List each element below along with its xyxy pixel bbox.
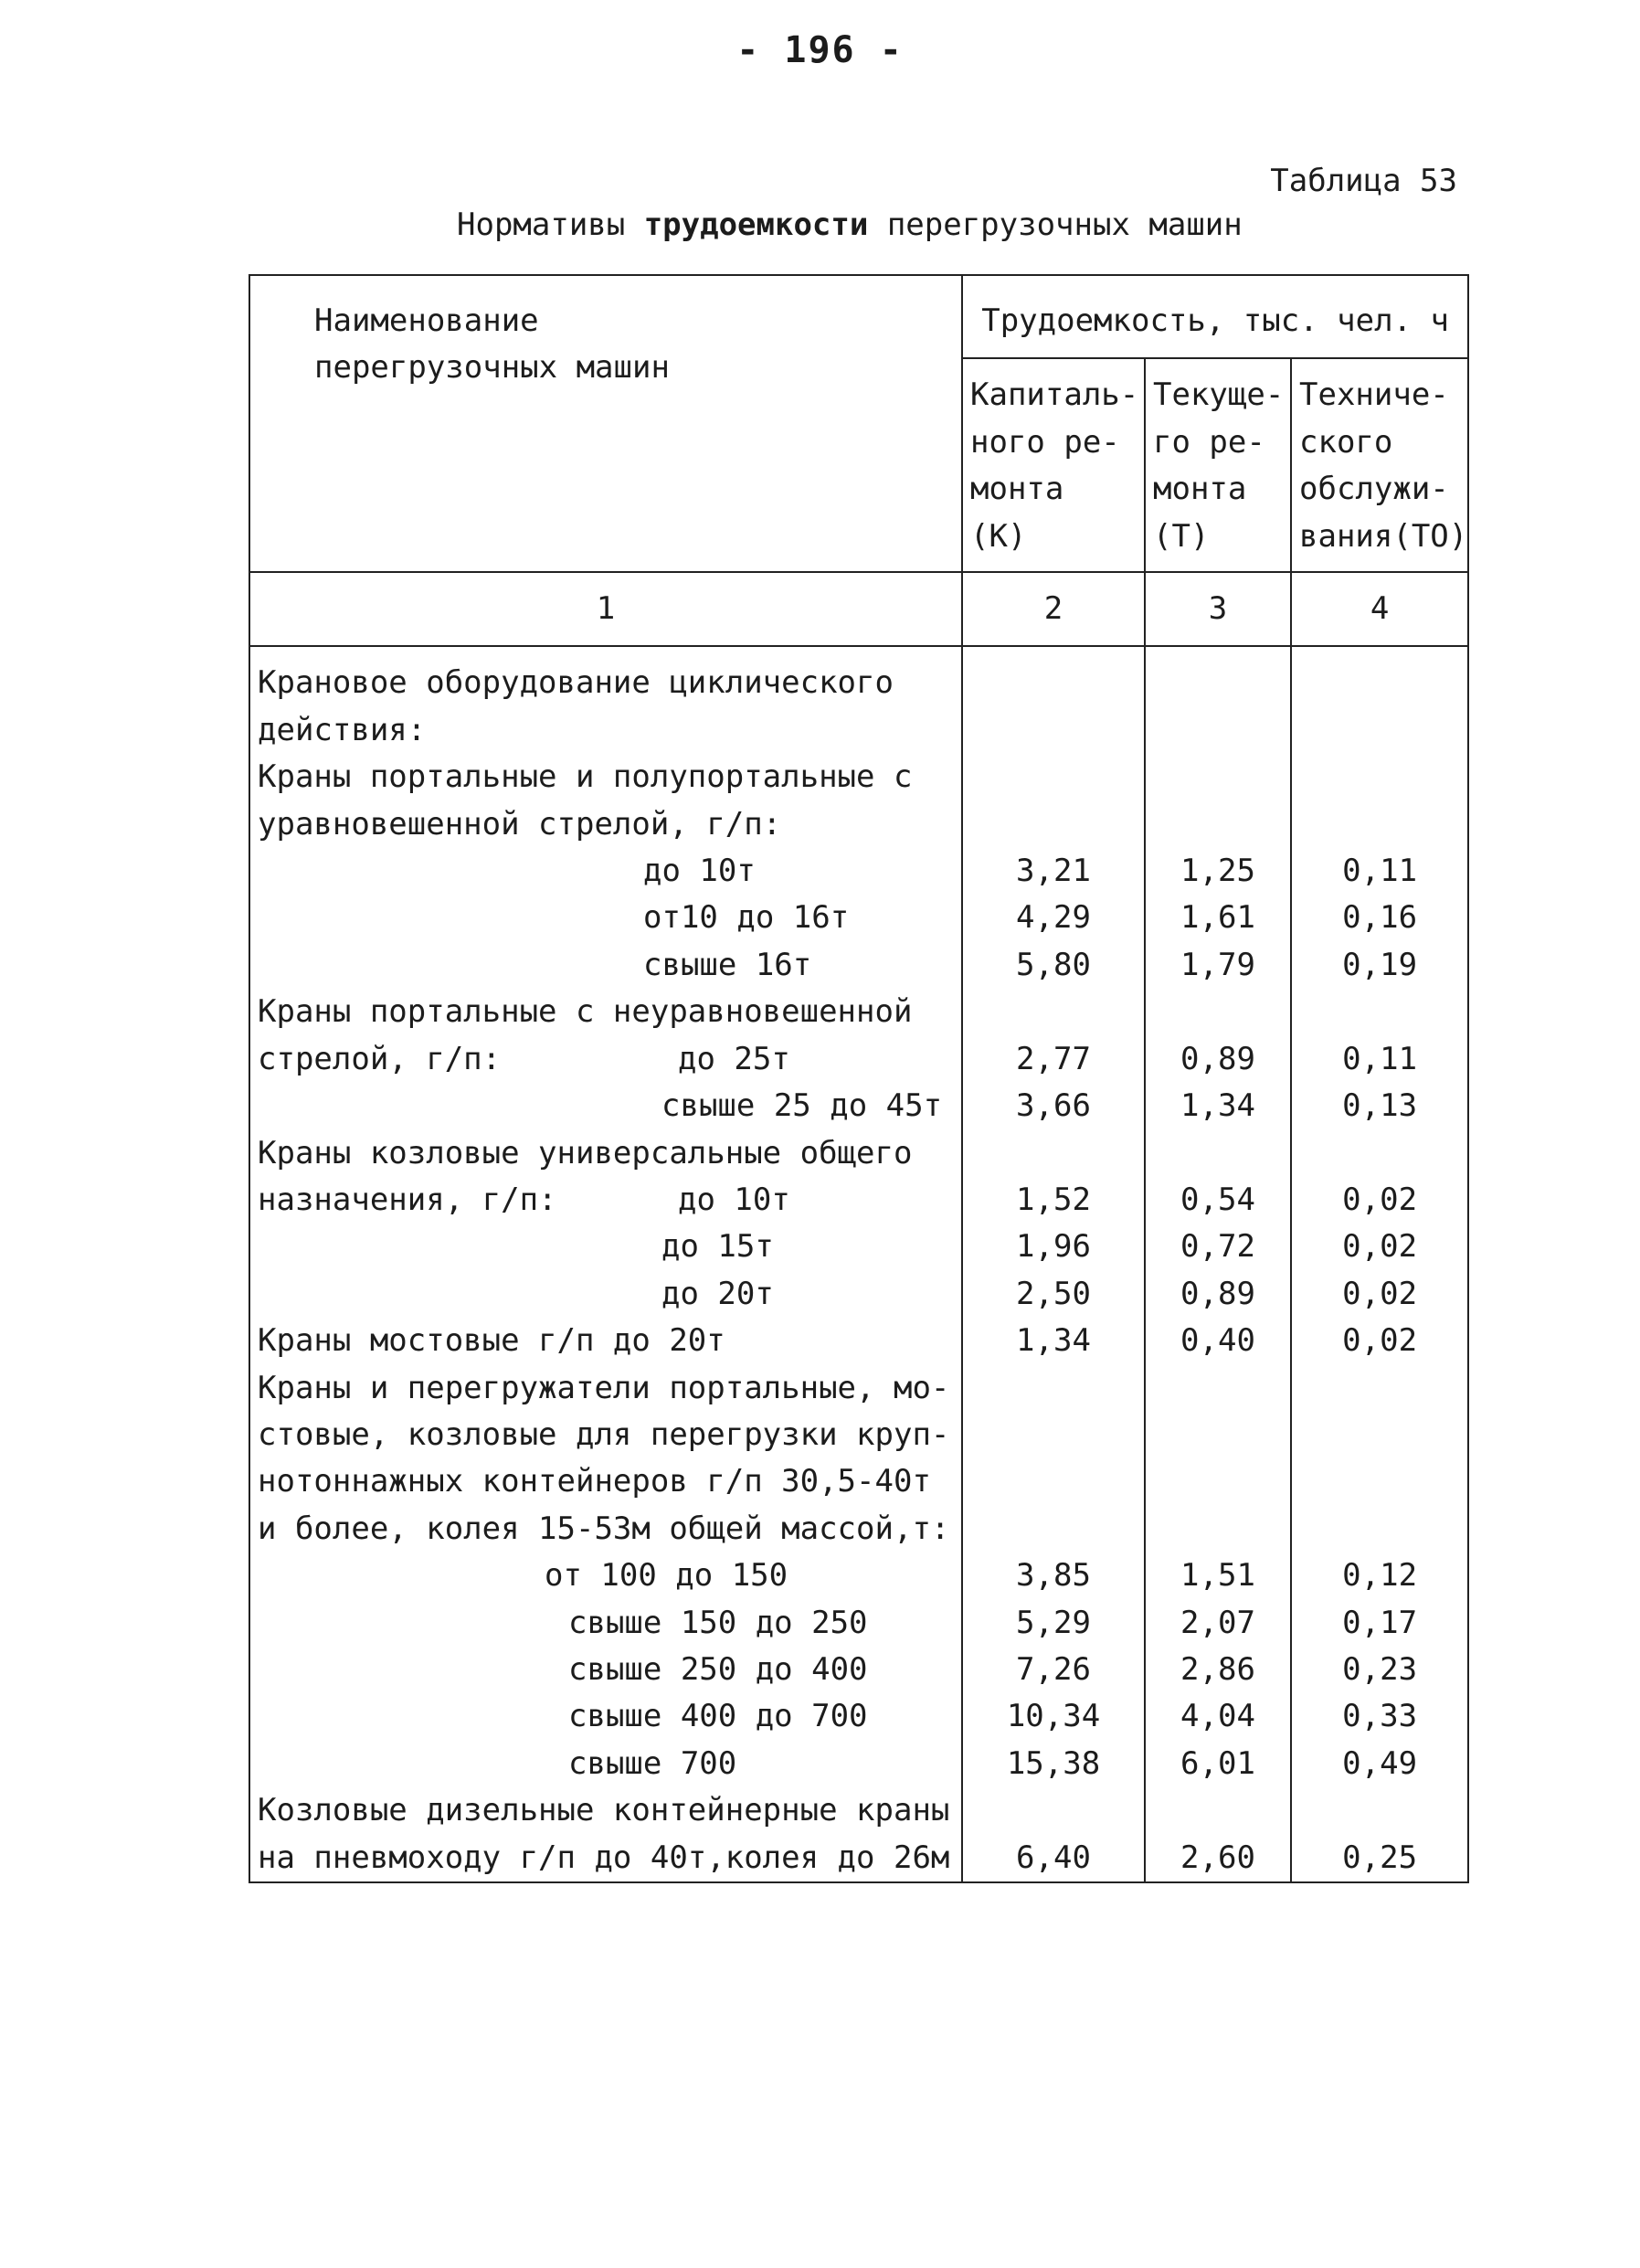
table-row (249, 754, 1468, 800)
current-repair-value: 0,54 (1145, 1177, 1291, 1224)
table-row (249, 1741, 1468, 1787)
capital-repair-value: 4,29 (962, 895, 1145, 941)
table-row (249, 646, 1468, 706)
machine-name: уравновешенной стрелой, г/п: (258, 805, 782, 843)
current-repair-value (1145, 646, 1291, 706)
machine-name: Краны мостовые г/п до 20т (258, 1322, 725, 1360)
table-title-bold: трудоемкости (643, 207, 869, 243)
capital-repair-value: 10,34 (962, 1693, 1145, 1740)
capital-repair-value (962, 1365, 1145, 1412)
machine-name-cell (249, 1224, 962, 1270)
maintenance-value (1291, 801, 1468, 848)
capital-repair-value: 7,26 (962, 1647, 1145, 1693)
current-repair-value: 2,07 (1145, 1600, 1291, 1647)
machine-name: нотоннажных контейнеров г/п 30,5-40т (258, 1463, 931, 1500)
current-repair-value: 1,79 (1145, 942, 1291, 989)
capital-repair-value (962, 1130, 1145, 1177)
machine-name: свыше 700 (568, 1744, 737, 1782)
machine-name-cell (249, 754, 962, 800)
capital-repair-value: 3,21 (962, 848, 1145, 895)
machine-name-cell (249, 1412, 962, 1458)
current-repair-value (1145, 1787, 1291, 1834)
machine-name-cell (249, 1693, 962, 1740)
current-repair-value: 0,89 (1145, 1271, 1291, 1318)
header-t-line: го ре- (1153, 423, 1265, 461)
table-row (249, 707, 1468, 754)
maintenance-value (1291, 1130, 1468, 1177)
current-repair-value: 2,86 (1145, 1647, 1291, 1693)
current-repair-value: 6,01 (1145, 1741, 1291, 1787)
maintenance-value: 0,12 (1291, 1553, 1468, 1599)
table-row (249, 895, 1468, 941)
maintenance-value: 0,19 (1291, 942, 1468, 989)
maintenance-value (1291, 1506, 1468, 1553)
machine-name-cell (249, 1506, 962, 1553)
capital-repair-value (962, 754, 1145, 800)
capital-repair-value (962, 1412, 1145, 1458)
table-row (249, 1787, 1468, 1834)
machine-name-cell (249, 1271, 962, 1318)
maintenance-value: 0,02 (1291, 1318, 1468, 1364)
capital-repair-value: 6,40 (962, 1835, 1145, 1882)
column-number: 3 (1145, 572, 1291, 646)
capital-repair-value (962, 1787, 1145, 1834)
maintenance-value (1291, 754, 1468, 800)
column-number: 1 (249, 572, 962, 646)
machine-name-cell (249, 1083, 962, 1129)
current-repair-value: 1,61 (1145, 895, 1291, 941)
current-repair-value: 0,89 (1145, 1036, 1291, 1083)
machine-name-cell (249, 1318, 962, 1364)
header-to-line: вания(ТО) (1299, 517, 1468, 555)
capital-repair-value (962, 707, 1145, 754)
machine-name: Крановое оборудование циклического (258, 664, 894, 702)
capital-repair-value: 1,34 (962, 1318, 1145, 1364)
header-col-current-repair (1145, 358, 1291, 572)
header-k-line: монта (970, 471, 1064, 508)
machine-name-cell (249, 989, 962, 1035)
column-number: 2 (962, 572, 1145, 646)
current-repair-value (1145, 801, 1291, 848)
maintenance-value: 0,02 (1291, 1224, 1468, 1270)
table-row (249, 1553, 1468, 1599)
maintenance-value (1291, 646, 1468, 706)
header-col-capital-repair (962, 358, 1145, 572)
machine-name-cell (249, 895, 962, 941)
header-name-line1: Наименование (314, 302, 539, 339)
maintenance-value (1291, 1365, 1468, 1412)
header-to-line: ского (1299, 423, 1393, 461)
table-body (249, 646, 1468, 1882)
machine-name-cell (249, 1458, 962, 1505)
machine-name-cell (249, 1365, 962, 1412)
capital-repair-value (962, 646, 1145, 706)
header-k-line: (К) (970, 517, 1027, 555)
machine-name-cell (249, 1835, 962, 1882)
maintenance-value (1291, 1458, 1468, 1505)
table-row (249, 1412, 1468, 1458)
current-repair-value (1145, 707, 1291, 754)
maintenance-value: 0,11 (1291, 848, 1468, 895)
table-row (249, 1647, 1468, 1693)
header-k-line: ного ре- (970, 423, 1120, 461)
machine-name: Краны и перегружатели портальные, мо- (258, 1369, 950, 1406)
capital-repair-value (962, 1506, 1145, 1553)
header-t-line: (Т) (1153, 517, 1210, 555)
machine-name: стовые, козловые для перегрузки круп- (258, 1415, 950, 1453)
current-repair-value (1145, 1365, 1291, 1412)
capital-repair-value: 15,38 (962, 1741, 1145, 1787)
table-row (249, 1177, 1468, 1224)
machine-name: стрелой, г/п: (258, 1040, 502, 1077)
machine-name-cell (249, 1741, 962, 1787)
maintenance-value: 0,25 (1291, 1835, 1468, 1882)
header-col-maintenance (1291, 358, 1468, 572)
machine-name-cell (249, 1177, 962, 1224)
table-title-post: перегрузочных машин (868, 207, 1243, 243)
labor-norms-table (249, 274, 1469, 1883)
current-repair-value: 0,40 (1145, 1318, 1291, 1364)
capital-repair-value: 2,77 (962, 1036, 1145, 1083)
machine-name-cell (249, 942, 962, 989)
table-row (249, 1365, 1468, 1412)
table-row (249, 1130, 1468, 1177)
header-to-line: обслужи- (1299, 471, 1449, 508)
machine-name-cell (249, 707, 962, 754)
header-t-line: монта (1153, 471, 1247, 508)
table-row (249, 848, 1468, 895)
table-row (249, 1083, 1468, 1129)
capital-repair-value (962, 801, 1145, 848)
machine-name: свыше 16т (643, 946, 812, 983)
capital-repair-value: 3,66 (962, 1083, 1145, 1129)
maintenance-value: 0,13 (1291, 1083, 1468, 1129)
machine-name-cell (249, 1036, 962, 1083)
table-row (249, 1835, 1468, 1882)
maintenance-value: 0,49 (1291, 1741, 1468, 1787)
machine-name: действия: (258, 711, 427, 748)
table-row (249, 1600, 1468, 1647)
maintenance-value (1291, 707, 1468, 754)
table-row (249, 1224, 1468, 1270)
machine-name: свыше 25 до 45т (661, 1087, 943, 1125)
current-repair-value (1145, 1130, 1291, 1177)
table-row (249, 1693, 1468, 1740)
machine-name: назначения, г/п: (258, 1181, 557, 1218)
machine-name: Краны портальные с неуравновешенной (258, 993, 913, 1031)
machine-name: Краны козловые универсальные общего (258, 1134, 913, 1171)
maintenance-value (1291, 1412, 1468, 1458)
machine-name: свыше 400 до 700 (568, 1698, 868, 1735)
current-repair-value (1145, 1506, 1291, 1553)
column-number: 4 (1291, 572, 1468, 646)
machine-name: от10 до 16т (643, 899, 850, 937)
machine-name-cell (249, 646, 962, 706)
maintenance-value: 0,23 (1291, 1647, 1468, 1693)
page-number: - 196 - (736, 29, 904, 71)
header-name-line2: перегрузочных машин (314, 349, 670, 387)
machine-name: свыше 150 до 250 (568, 1604, 868, 1641)
current-repair-value (1145, 1412, 1291, 1458)
maintenance-value (1291, 989, 1468, 1035)
machine-capacity: до 10т (678, 1181, 790, 1218)
machine-name-cell (249, 848, 962, 895)
machine-name: на пневмоходу г/п до 40т,колея до 26м (258, 1839, 950, 1876)
capital-repair-value: 5,29 (962, 1600, 1145, 1647)
header-to-line: Техниче- (1299, 376, 1449, 414)
current-repair-value: 1,25 (1145, 848, 1291, 895)
maintenance-value: 0,33 (1291, 1693, 1468, 1740)
current-repair-value: 4,04 (1145, 1693, 1291, 1740)
machine-name-cell (249, 1553, 962, 1599)
table-row (249, 989, 1468, 1035)
machine-name: и более, колея 15-53м общей массой,т: (258, 1510, 950, 1547)
table-title-pre: Нормативы (457, 207, 644, 243)
machine-name: свыше 250 до 400 (568, 1650, 868, 1688)
maintenance-value: 0,17 (1291, 1600, 1468, 1647)
machine-name: Краны портальные и полупортальные с (258, 758, 913, 796)
table-row (249, 801, 1468, 848)
capital-repair-value: 1,96 (962, 1224, 1145, 1270)
header-group-labor: Трудоемкость, тыс. чел. ч (962, 275, 1468, 358)
current-repair-value (1145, 754, 1291, 800)
capital-repair-value: 3,85 (962, 1553, 1145, 1599)
current-repair-value (1145, 1458, 1291, 1505)
machine-name-cell (249, 1787, 962, 1834)
capital-repair-value (962, 989, 1145, 1035)
table-label: Таблица 53 (1270, 163, 1457, 199)
maintenance-value: 0,11 (1291, 1036, 1468, 1083)
table-title (457, 207, 1243, 243)
maintenance-value: 0,16 (1291, 895, 1468, 941)
maintenance-value (1291, 1787, 1468, 1834)
table-row (249, 942, 1468, 989)
machine-name: Козловые дизельные контейнерные краны (258, 1792, 950, 1829)
machine-name-cell (249, 1647, 962, 1693)
table-row (249, 1271, 1468, 1318)
current-repair-value: 0,72 (1145, 1224, 1291, 1270)
current-repair-value: 1,34 (1145, 1083, 1291, 1129)
machine-name: до 15т (661, 1228, 774, 1266)
maintenance-value: 0,02 (1291, 1271, 1468, 1318)
current-repair-value: 2,60 (1145, 1835, 1291, 1882)
machine-capacity: до 25т (678, 1040, 790, 1077)
machine-name: до 20т (661, 1275, 774, 1312)
capital-repair-value: 5,80 (962, 942, 1145, 989)
header-t-line: Текуще- (1153, 376, 1285, 414)
current-repair-value (1145, 989, 1291, 1035)
table-row (249, 1318, 1468, 1364)
header-name-cell (249, 275, 962, 572)
table-row (249, 1506, 1468, 1553)
column-number-row (249, 572, 1468, 646)
machine-name: от 100 до 150 (545, 1557, 788, 1595)
maintenance-value: 0,02 (1291, 1177, 1468, 1224)
current-repair-value: 1,51 (1145, 1553, 1291, 1599)
table-header (249, 275, 1468, 646)
capital-repair-value: 1,52 (962, 1177, 1145, 1224)
table-row (249, 1036, 1468, 1083)
machine-name-cell (249, 801, 962, 848)
capital-repair-value: 2,50 (962, 1271, 1145, 1318)
machine-name-cell (249, 1600, 962, 1647)
capital-repair-value (962, 1458, 1145, 1505)
machine-name: до 10т (643, 853, 756, 890)
table-row (249, 1458, 1468, 1505)
machine-name-cell (249, 1130, 962, 1177)
header-k-line: Капиталь- (970, 376, 1139, 414)
